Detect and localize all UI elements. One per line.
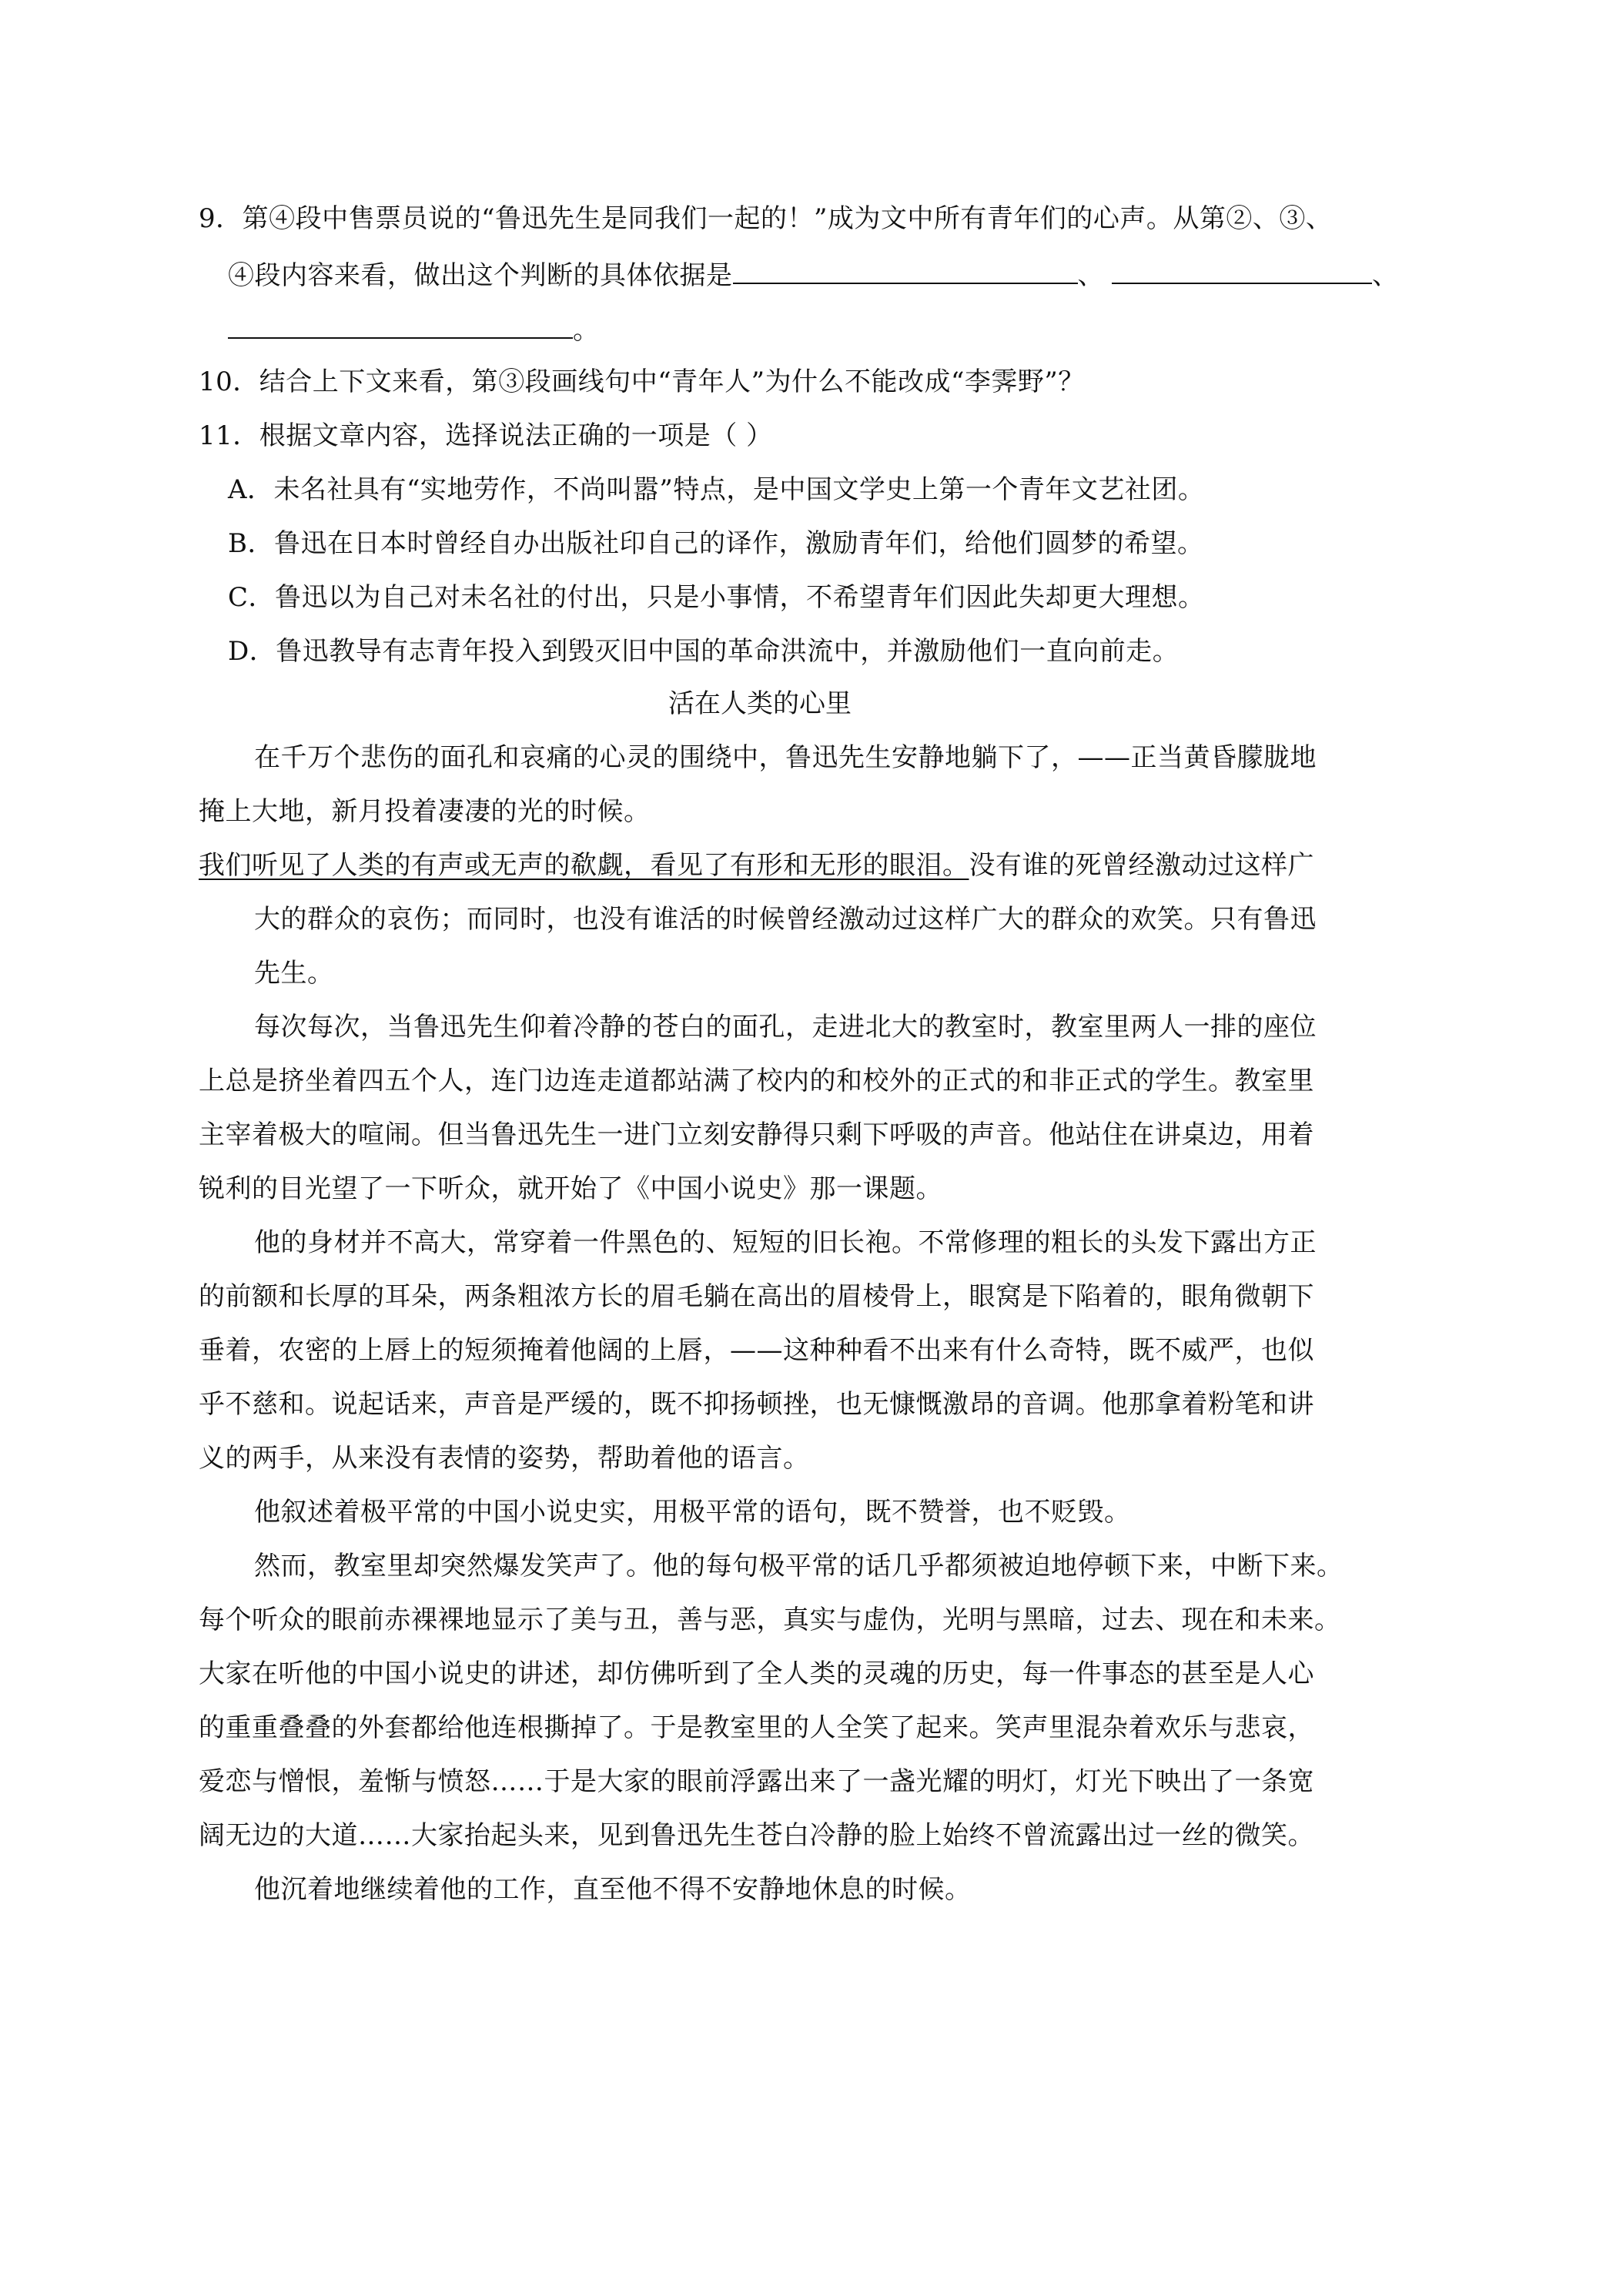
article-line: 锐利的目光望了一下听众，就开始了《中国小说史》那一课题。	[199, 1173, 942, 1204]
article-line	[199, 848, 1314, 882]
question-9-prefix: ④段内容来看，做出这个判断的具体依据是	[228, 260, 733, 291]
question-10: 10．结合上下文来看，第③段画线句中“青年人”为什么不能改成“李霁野”？	[199, 366, 1085, 397]
option-a[interactable]: A．未名社具有“实地劳作，不尚叫嚣”特点，是中国文学史上第一个青年文艺社团。	[228, 474, 1205, 505]
answer-blank-2[interactable]	[1112, 256, 1372, 284]
article-line: 主宰着极大的喧闹。但当鲁迅先生一进门立刻安静得只剩下呼吸的声音。他站住在讲桌边，用着	[199, 1120, 1314, 1150]
article-line: 爱恋与憎恨，羞惭与愤怒……于是大家的眼前浮露出来了一盏光耀的明灯，灯光下映出了一条宽	[199, 1766, 1314, 1797]
option-d[interactable]: D．鲁迅教导有志青年投入到毁灭旧中国的革命洪流中，并激励他们一直向前走。	[228, 636, 1180, 667]
article-line: 在千万个悲伤的面孔和哀痛的心灵的围绕中，鲁迅先生安静地躺下了，——正当黄昏朦胧地	[254, 742, 1317, 773]
article-line: 掩上大地，新月投着凄凄的光的时候。	[199, 796, 651, 827]
separator: 、	[1372, 260, 1399, 291]
article-line: 先生。	[254, 958, 334, 989]
article-line: 垂着，农密的上唇上的短须掩着他阔的上唇，——这种种看不出来有什么奇特，既不威严，也似	[199, 1335, 1314, 1366]
question-9-line-3	[228, 311, 600, 347]
article-line: 阔无边的大道……大家抬起头来，见到鲁迅先生苍白冷静的脸上始终不曾流露出过一丝的微笑。	[199, 1820, 1314, 1851]
article-line: 上总是挤坐着四五个人，连门边连走道都站满了校内的和校外的正式的和非正式的学生。教室里	[199, 1066, 1314, 1096]
article-line: 义的两手，从来没有表情的姿势，帮助着他的语言。	[199, 1443, 810, 1474]
question-11-stem: 11．根据文章内容，选择说法正确的一项是（ ）	[199, 420, 773, 451]
article-title: 活在人类的心里	[668, 688, 852, 719]
question-9-line-1: 9．第④段中售票员说的“鲁迅先生是同我们一起的！”成为文中所有青年们的心声。从第②、③、	[199, 203, 1333, 234]
article-line: 大家在听他的中国小说史的讲述，却仿佛听到了全人类的灵魂的历史，每一件事态的甚至是人心	[199, 1658, 1314, 1689]
article-line: 乎不慈和。说起话来，声音是严缓的，既不抑扬顿挫，也无慷慨激昂的音调。他那拿着粉笔和讲	[199, 1389, 1314, 1420]
article-line: 他叙述着极平常的中国小说史实，用极平常的语句，既不赞誉，也不贬毁。	[254, 1497, 1131, 1528]
article-line: 每个听众的眼前赤裸裸地显示了美与丑，善与恶，真实与虚伪，光明与黑暗，过去、现在和未来。	[199, 1605, 1341, 1635]
answer-blank-3[interactable]	[228, 311, 573, 339]
article-line: 每次每次，当鲁迅先生仰着冷静的苍白的面孔，走进北大的教室时，教室里两人一排的座位	[254, 1012, 1317, 1043]
article-line: 大的群众的哀伤；而同时，也没有谁活的时候曾经激动过这样广大的群众的欢笑。只有鲁迅	[254, 904, 1317, 935]
period: 。	[573, 315, 600, 346]
separator: 、	[1077, 260, 1104, 291]
option-c[interactable]: C．鲁迅以为自己对未名社的付出，只是小事情，不希望青年们因此失却更大理想。	[228, 582, 1205, 613]
article-line: 他沉着地继续着他的工作，直至他不得不安静地休息的时候。	[254, 1874, 972, 1905]
article-line: 的重重叠叠的外套都给他连根撕掉了。于是教室里的人全笑了起来。笑声里混杂着欢乐与悲哀，	[199, 1712, 1314, 1743]
article-line: 然而，教室里却突然爆发笑声了。他的每句极平常的话几乎都须被迫地停顿下来，中断下来。	[254, 1551, 1344, 1581]
question-9-line-2	[228, 256, 1399, 293]
article-line: 他的身材并不高大，常穿着一件黑色的、短短的旧长袍。不常修理的粗长的头发下露出方正	[254, 1227, 1317, 1258]
article-line: 的前额和长厚的耳朵，两条粗浓方长的眉毛躺在高出的眉棱骨上，眼窝是下陷着的，眼角微朝下	[199, 1281, 1314, 1312]
article-text: 没有谁的死曾经激动过这样广	[969, 850, 1314, 881]
answer-blank-1[interactable]	[733, 256, 1078, 284]
underlined-sentence: 我们听见了人类的有声或无声的欷觑，看见了有形和无形的眼泪。	[199, 850, 969, 881]
option-b[interactable]: B．鲁迅在日本时曾经自办出版社印自己的译作，激励青年们，给他们圆梦的希望。	[228, 528, 1204, 559]
